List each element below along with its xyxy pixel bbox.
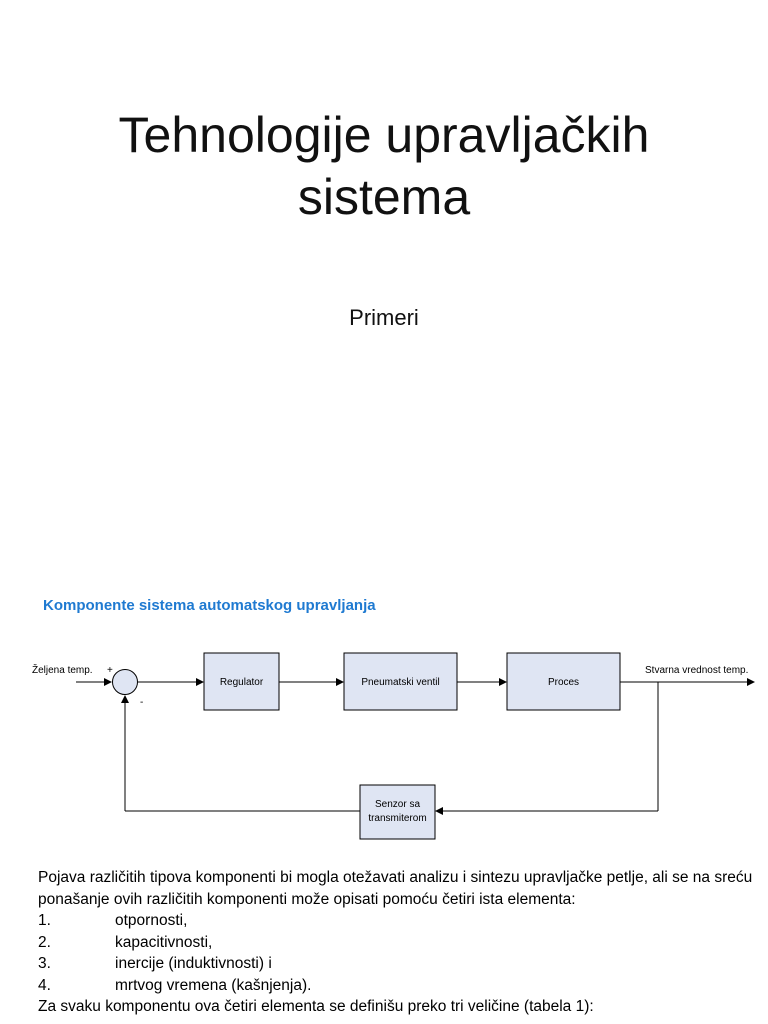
list-item-text: inercije (induktivnosti) i: [115, 955, 272, 972]
slide-title: [0, 104, 768, 228]
sensor-label-line-1: Senzor sa: [374, 799, 421, 810]
list-item: [38, 910, 760, 932]
input-label: Željena temp.: [32, 665, 93, 676]
list-item-number: 2.: [38, 933, 51, 951]
minus-sign: -: [140, 697, 144, 708]
control-loop-diagram: [0, 640, 768, 840]
list-item-number: 4.: [38, 976, 51, 994]
output-label: Stvarna vrednost temp.: [645, 665, 749, 676]
list-item: [38, 975, 760, 997]
list-item: [38, 932, 760, 954]
list-item-text: mrtvog vremena (kašnjenja).: [115, 976, 312, 994]
list-item-number: 3.: [38, 955, 51, 972]
slide-subtitle: Primeri: [349, 305, 419, 330]
valve-label: Pneumatski ventil: [361, 677, 440, 688]
body-text: [38, 867, 760, 1018]
process-label: Proces: [547, 677, 580, 688]
list-item-number: 1.: [38, 912, 51, 929]
regulator-label: Regulator: [219, 677, 264, 688]
summing-junction: [113, 670, 138, 695]
list-item-text: kapacitivnosti,: [115, 933, 213, 951]
list-item: [38, 953, 760, 975]
title-line-2: sistema: [297, 169, 471, 225]
section-heading: Komponente sistema automatskog upravljanja: [43, 597, 376, 614]
sensor-block: [360, 785, 435, 839]
plus-sign: +: [107, 665, 113, 676]
intro-paragraph: Pojava različitih tipova komponenti bi mogla otežavati analizu i sintezu upravljačke petlje, ali se na sreću ponašanje ovih različitih komponenti može opisati pomoću četiri ista elementa:: [38, 869, 753, 908]
title-line-1: Tehnologije upravljačkih: [118, 107, 650, 163]
footer-paragraph: Za svaku komponentu ova četiri elementa se definišu preko tri veličine (tabela 1):: [38, 998, 594, 1015]
sensor-label-line-2: transmiterom: [368, 813, 427, 824]
list-item-text: otpornosti,: [115, 912, 188, 929]
